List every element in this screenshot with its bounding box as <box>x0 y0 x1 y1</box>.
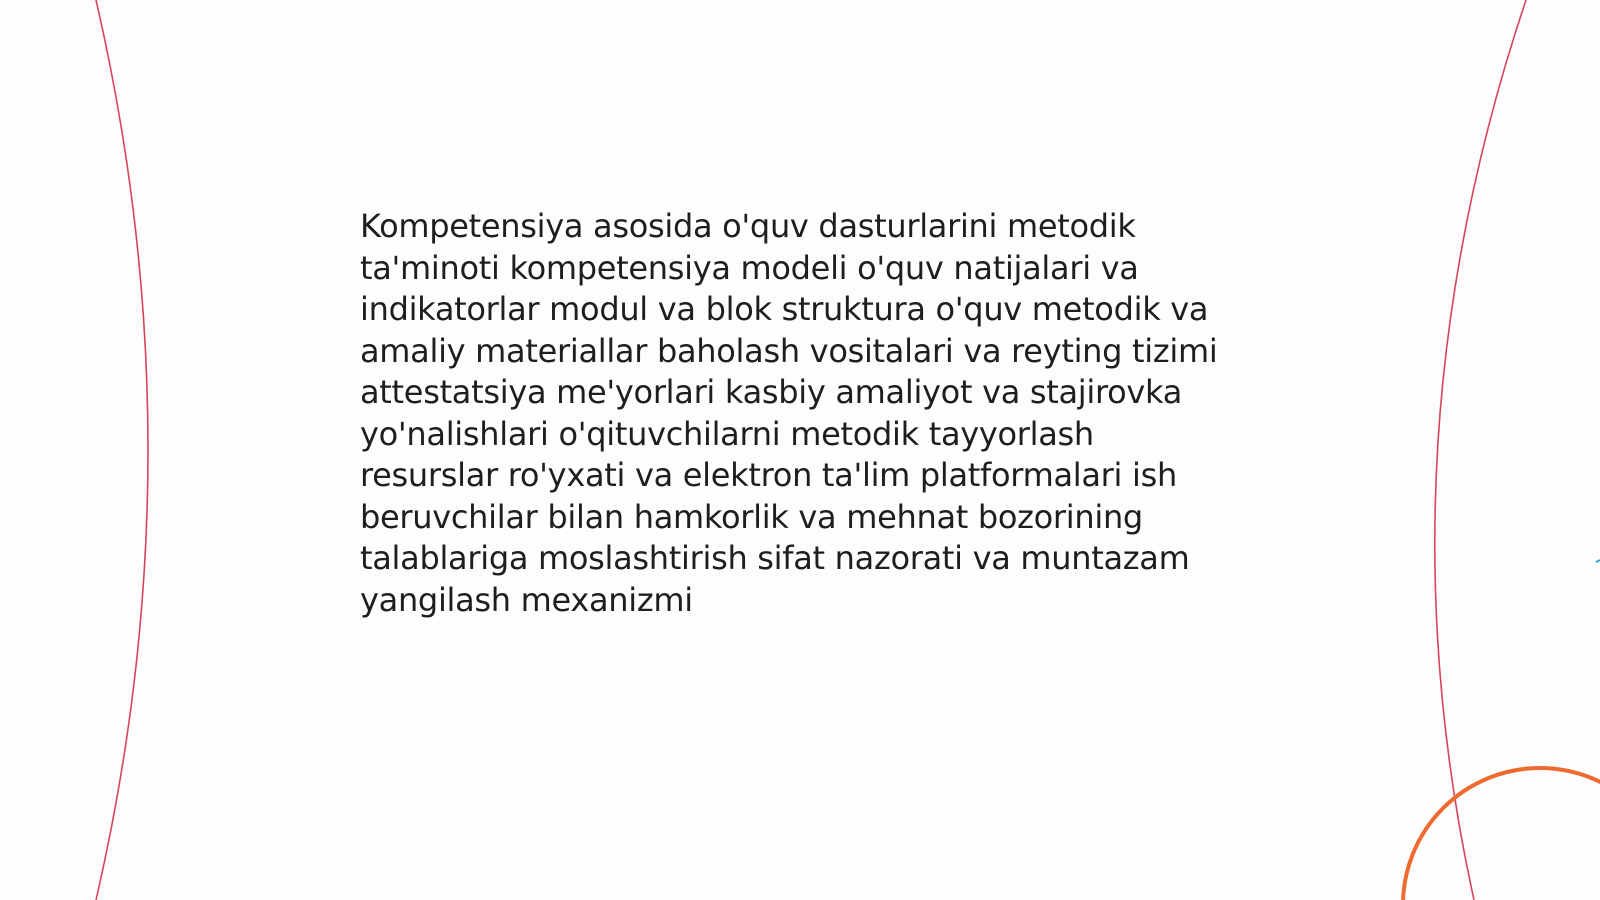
accent-circle <box>1403 768 1600 900</box>
right-curve-line <box>1435 0 1526 900</box>
slide-body-text: Kompetensiya asosida o'quv dasturlarini metodik ta'minoti kompetensiya modeli o'quv natijalari va indikatorlar modul va blok struktura o'quv metodik va amaliy materiallar baholash vositalari va reyting tizimi attestatsiya me'yorlari kasbiy amaliyot va stajirovka yo'nalishlari o'qituvchilarni metodik tayyorlash resurslar ro'yxati va elektron ta'lim platformalari ish beruvchilar bilan hamkorlik va mehnat bozorining talablariga moslashtirish sifat nazorati va muntazam yangilash mexanizmi <box>360 207 1218 619</box>
left-curve-line <box>96 0 148 900</box>
small-accent-mark <box>1596 560 1600 562</box>
